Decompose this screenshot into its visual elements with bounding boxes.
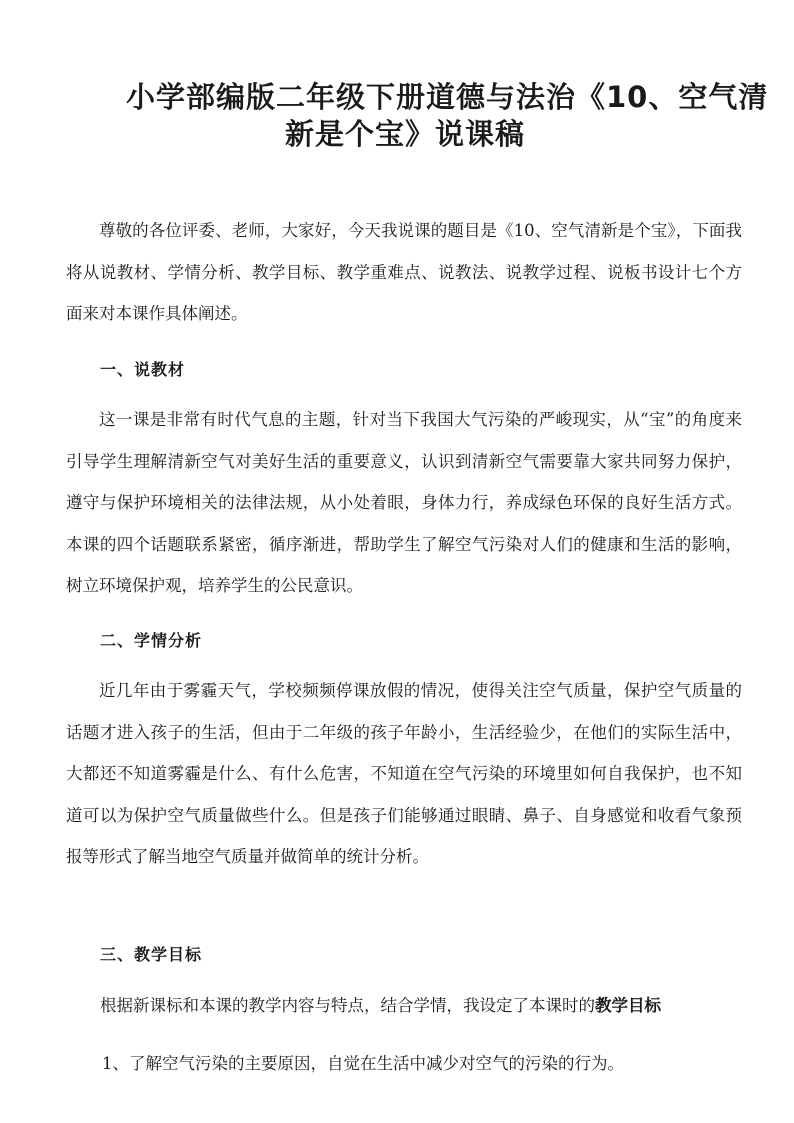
section-text-student-analysis: 近几年由于雾霾天气，学校频频停课放假的情况，使得关注空气质量，保护空气质量的话题才进入孩子的生活，但由于二年级的孩子年龄小，生活经验少，在他们的实际生活中，大都还不知道雾霾是什么、有什么危害，不知道在空气污染的环境里如何自我保护，也不知道可以为保护空气质量做些什么。但是孩子们能够通过眼睛、鼻子、自身感觉和收看气象预报等形式了解当地空气质量并做简单的统计分析。 [66,681,742,866]
teaching-goals-bold-text: 教学目标 [595,996,661,1015]
section-heading-student-analysis: 二、学情分析 [100,631,203,650]
intro-paragraph: 尊敬的各位评委、老师，大家好，今天我说课的题目是《10、空气清新是个宝》，下面我将从说教材、学情分析、教学目标、教学重难点、说教法、说教学过程、说板书设计七个方面来对本课作具体阐述。 [66,221,742,323]
document-title-line-2: 新是个宝》说课稿 [285,117,526,151]
section-text-teaching-goals [100,985,750,1027]
teaching-goals-text: 根据新课标和本课的教学内容与特点，结合学情，我设定了本课时的 [100,996,595,1015]
section-heading-textbook: 一、说教材 [100,360,186,379]
goal-item-1: 1、了解空气污染的主要原因，自觉在生活中减少对空气的污染的行为。 [102,1054,624,1073]
section-heading-teaching-goals: 三、教学目标 [100,945,203,964]
document-title-line-1: 小学部编版二年级下册道德与法治《10、空气清 [126,80,769,114]
section-text-textbook: 这一课是非常有时代气息的主题，针对当下我国大气污染的严峻现实，从“宝”的角度来引导学生理解清新空气对美好生活的重要意义，认识到清新空气需要靠大家共同努力保护，遵守与保护环境相关的法律法规，从小处着眼，身体力行，养成绿色环保的良好生活方式。本课的四个话题联系紧密，循序渐进，帮助学生了解空气污染对人们的健康和生活的影响，树立环境保护观，培养学生的公民意识。 [66,410,742,595]
